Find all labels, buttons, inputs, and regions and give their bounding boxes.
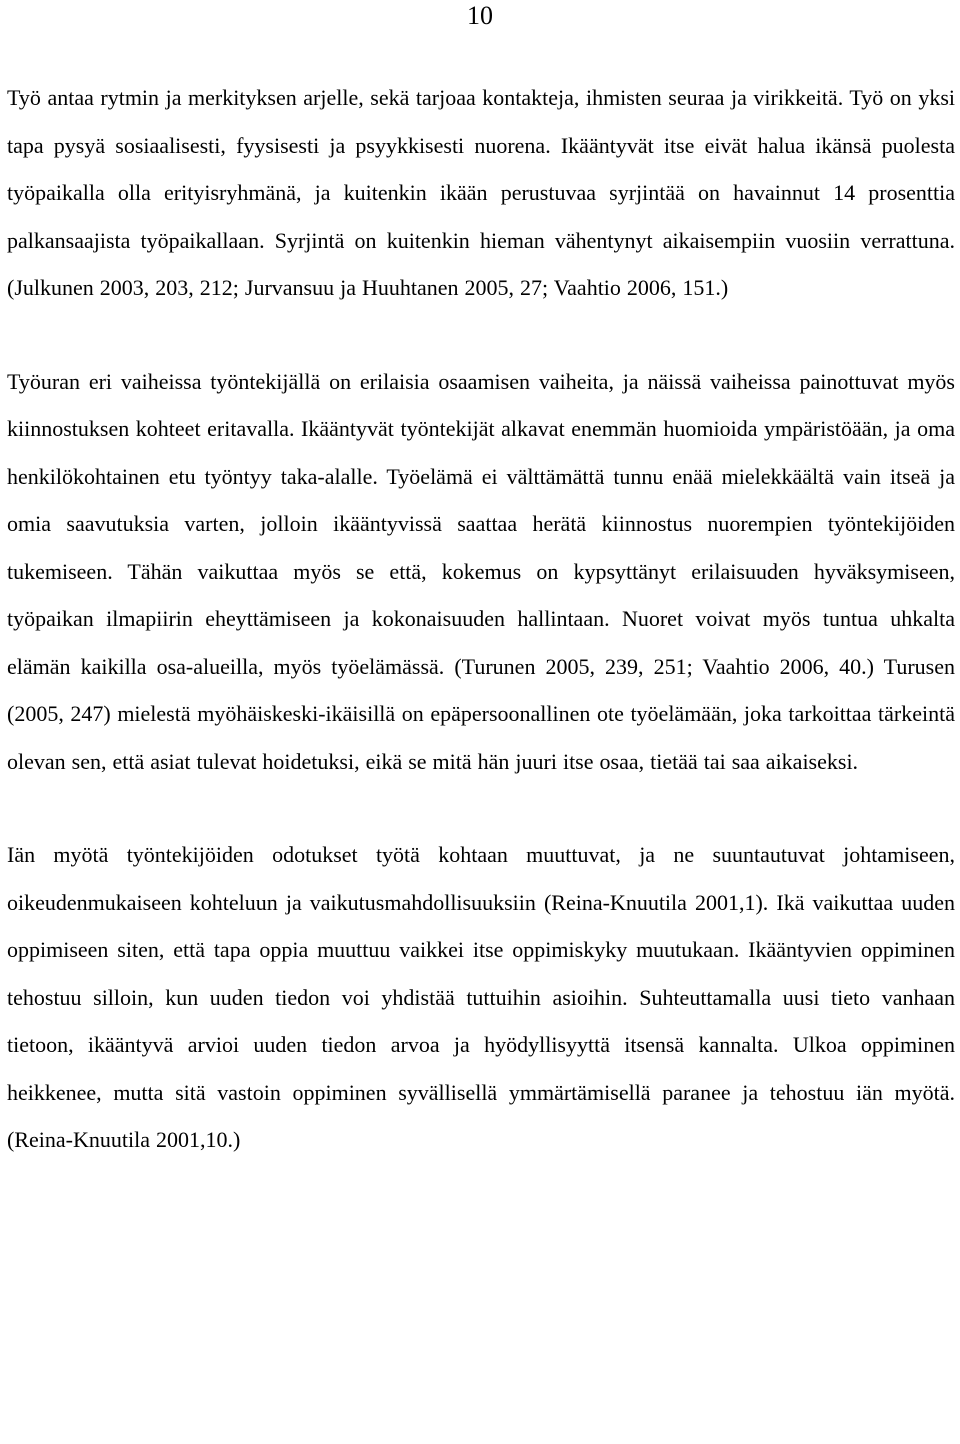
paragraph-work-rhythm: Työ antaa rytmin ja merkityksen arjelle, sekä tarjoaa kontakteja, ihmisten seuraa ja virikkeitä. Työ on yksi tapa pysyä sosiaalisesti, fyysisesti ja psyykkisesti nuorena. Ikääntyvät itse eivät halua ikänsä puolesta työpaikalla olla erityisryhmänä, ja kuitenkin ikään perustuvaa syrjintää on havainnut 14 prosenttia palkansaajista työpaikallaan. Syrjintä on kuitenkin hieman vähentynyt aikaisempiin vuosiin verrattuna. (Julkunen 2003, 203, 212; Jurvansuu ja Huuhtanen 2005, 27; Vaahtio 2006, 151.) <box>7 85 955 300</box>
paragraph-learning-with-age: Iän myötä työntekijöiden odotukset työtä kohtaan muuttuvat, ja ne suuntautuvat johtamiseen, oikeudenmukaiseen kohteluun ja vaikutusmahdollisuuksiin (Reina-Knuutila 2001,1). Ikä vaikuttaa uuden oppimiseen siten, että tapa oppia muuttuu vaikkei itse oppimiskyky muutukaan. Ikääntyvien oppiminen tehostuu silloin, kun uuden tiedon voi yhdistää tuttuihin asioihin. Suhteuttamalla uusi tieto vanhaan tietoon, ikääntyvä arvioi uuden tiedon arvoa ja hyödyllisyyttä itsensä kannalta. Ulkoa oppiminen heikkenee, mutta sitä vastoin oppiminen syvällisellä ymmärtämisellä paranee ja tehostuu iän myötä. (Reina-Knuutila 2001,10.) <box>7 842 955 1152</box>
paragraph-career-stages: Työuran eri vaiheissa työntekijällä on erilaisia osaamisen vaiheita, ja näissä vaiheissa painottuvat myös kiinnostuksen kohteet eritavalla. Ikääntyvät työntekijät alkavat enemmän huomioida ympäristöään, ja oma henkilökohtainen etu työntyy taka-alalle. Työelämä ei välttämättä tunnu enää mielekkäältä vain itseä ja omia saavutuksia varten, jolloin ikääntyvissä saattaa herätä kiinnostus nuorempien työntekijöiden tukemiseen. Tähän vaikuttaa myös se että, kokemus on kypsyttänyt erilaisuuden hyväksymiseen, työpaikan ilmapiirin eheyttämiseen ja kokonaisuuden hallintaan. Nuoret voivat myös tuntua uhkalta elämän kaikilla osa-alueilla, myös työelämässä. (Turunen 2005, 239, 251; Vaahtio 2006, 40.) Turusen (2005, 247) mielestä myöhäiskeski-ikäisillä on epäpersoonallinen ote työelämään, joka tarkoittaa tärkeintä olevan sen, että asiat tulevat hoidetuksi, eikä se mitä hän juuri itse osaa, tietää tai saa aikaiseksi. <box>7 368 955 774</box>
body-text <box>7 74 955 1164</box>
page-number: 10 <box>467 1 493 30</box>
